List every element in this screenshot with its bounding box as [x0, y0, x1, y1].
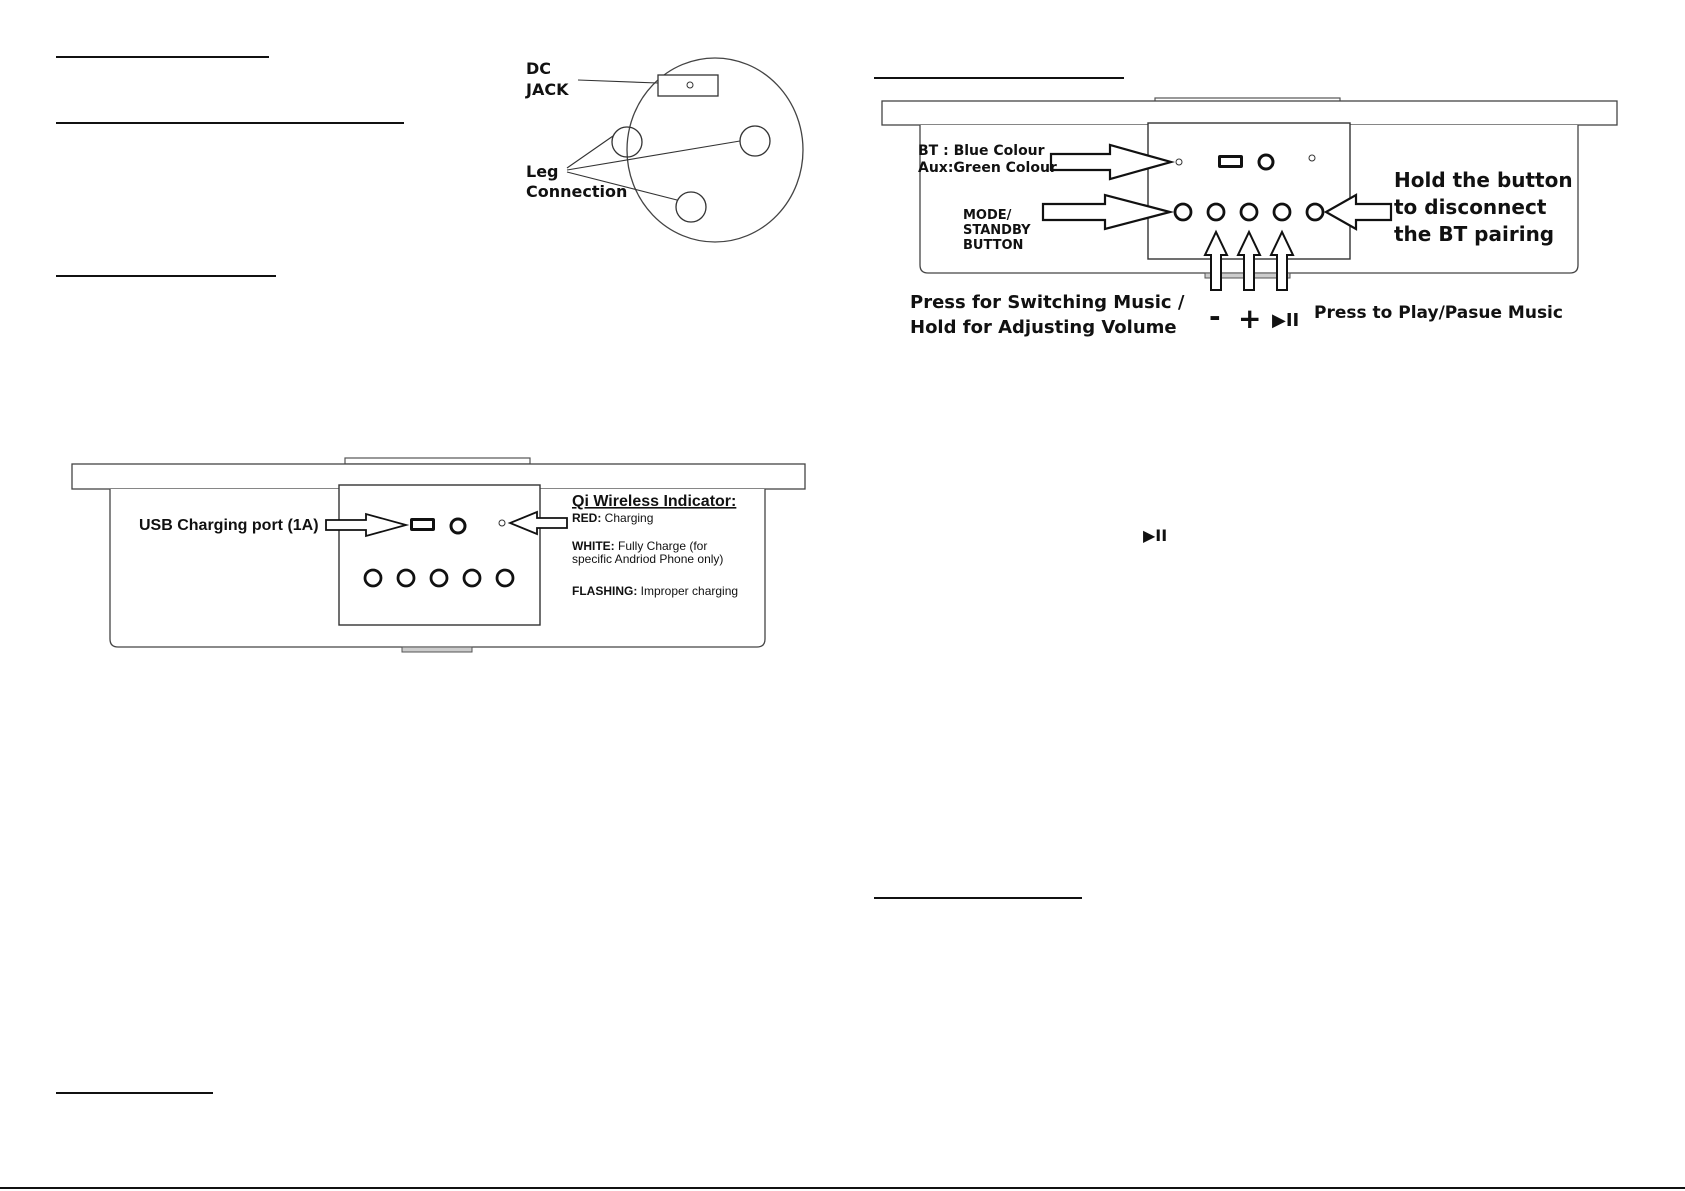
- dc-jack-label-line-2: JACK: [526, 80, 569, 99]
- mode-label-line-2: STANDBY: [963, 223, 1031, 238]
- red-key: RED:: [572, 511, 602, 525]
- switch-label-line-1: Press for Switching Music /: [910, 292, 1185, 313]
- white-indicator-line: [572, 539, 707, 553]
- bottom-foot: [402, 647, 472, 652]
- control-panel: [339, 485, 540, 625]
- switch-label-line-2: Hold for Adjusting Volume: [910, 317, 1177, 338]
- aux-colour-label: Aux:Green Colour: [918, 160, 1057, 176]
- heading-underline-6: [874, 897, 1082, 899]
- control-buttons-diagram: [880, 95, 1620, 345]
- dc-jack-label-line-1: DC: [526, 59, 552, 78]
- qi-usb-diagram: [70, 455, 810, 655]
- qi-indicator-title: Qi Wireless Indicator:: [572, 493, 737, 510]
- play-pause-label: Press to Play/Pasue Music: [1314, 303, 1563, 323]
- leg-label-line-2: Connection: [526, 182, 628, 201]
- heading-underline-4: [56, 1092, 213, 1094]
- bt-colour-label: BT : Blue Colour: [918, 143, 1045, 159]
- usb-charging-port-label: USB Charging port (1A): [139, 517, 319, 534]
- dc-jack-icon: [658, 75, 718, 96]
- top-protrusion: [345, 458, 530, 464]
- dc-jack-leg-diagram: [520, 50, 810, 255]
- flashing-text: Improper charging: [637, 584, 739, 598]
- red-text: Charging: [601, 511, 654, 525]
- leg-label-line-1: Leg: [526, 162, 559, 181]
- heading-underline-2: [56, 122, 404, 124]
- minus-symbol: -: [1209, 300, 1221, 333]
- leg-socket-icon: [740, 126, 770, 156]
- white-key: WHITE:: [572, 539, 615, 553]
- top-lid: [882, 101, 1617, 125]
- play-pause-symbol: ▶II: [1272, 310, 1300, 331]
- flashing-indicator-line: [572, 584, 738, 598]
- inline-play-pause-icon: ▶II: [1143, 526, 1168, 545]
- plus-symbol: +: [1238, 302, 1262, 335]
- flashing-key: FLASHING:: [572, 584, 638, 598]
- heading-underline-3: [56, 275, 276, 277]
- heading-underline-5: [874, 77, 1124, 79]
- red-indicator-line: [572, 511, 653, 525]
- page-bottom-rule: [0, 1187, 1685, 1189]
- mode-label-line-1: MODE/: [963, 208, 1012, 223]
- hold-label-line-1: Hold the button: [1394, 168, 1573, 192]
- hold-label-line-2: to disconnect: [1394, 195, 1547, 219]
- white-text: Fully Charge (for: [614, 539, 708, 553]
- leg-socket-icon: [676, 192, 706, 222]
- white-indicator-line-2: specific Andriod Phone only): [572, 552, 724, 566]
- heading-underline-1: [56, 56, 269, 58]
- mode-label-line-3: BUTTON: [963, 238, 1024, 253]
- hold-label-line-3: the BT pairing: [1394, 222, 1555, 246]
